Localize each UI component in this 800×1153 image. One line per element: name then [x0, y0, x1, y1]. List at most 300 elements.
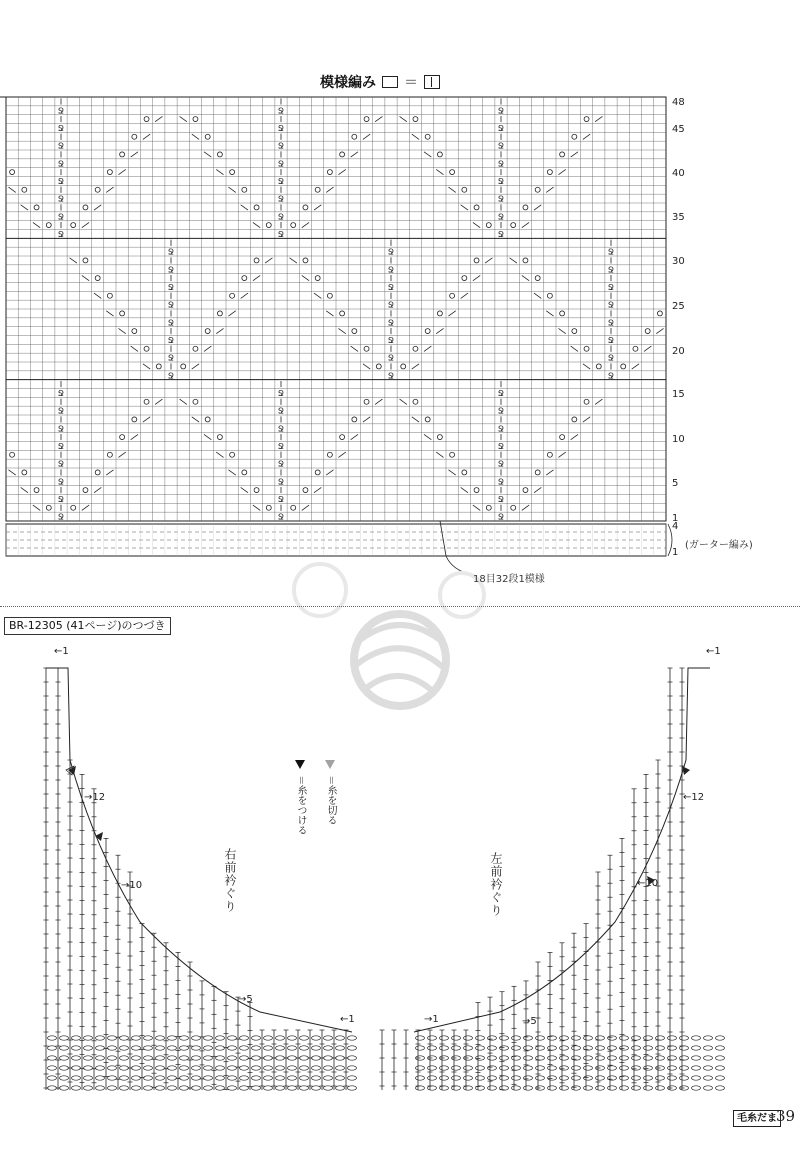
- right-front-chain-stitch: [264, 1056, 273, 1060]
- yarn-over-symbol: [144, 346, 149, 351]
- right-front-attach-marker: [95, 832, 103, 841]
- left-front-chain-stitch: [548, 1076, 557, 1080]
- left-front-chain-stitch: [668, 1056, 677, 1060]
- yarn-over-symbol: [535, 470, 540, 475]
- left-front-chain-stitch: [416, 1046, 425, 1050]
- right-front-chain-stitch: [180, 1036, 189, 1040]
- right-front-chain-stitch: [348, 1066, 357, 1070]
- right-front-chain-stitch: [288, 1046, 297, 1050]
- right-front-chain-stitch: [108, 1086, 117, 1090]
- yarn-over-symbol: [95, 276, 100, 281]
- left-front-chain-stitch: [716, 1066, 725, 1070]
- row-label-48: 48: [672, 97, 685, 108]
- legend-cut-text: ＝糸を切る: [325, 775, 336, 826]
- right-front-chain-stitch: [168, 1076, 177, 1080]
- left-front-chain-stitch: [680, 1036, 689, 1040]
- yarn-over-symbol: [511, 505, 516, 510]
- right-front-chain-stitch: [348, 1046, 357, 1050]
- decrease-symbol: [131, 152, 138, 157]
- left-front-chain-stitch: [416, 1036, 425, 1040]
- yarn-over-symbol: [352, 417, 357, 422]
- left-front-chain-stitch: [488, 1086, 497, 1090]
- yarn-over-symbol: [230, 293, 235, 298]
- yarn-over-symbol: [95, 187, 100, 192]
- decrease-symbol: [290, 258, 297, 263]
- right-front-chain-stitch: [120, 1076, 129, 1080]
- yarn-over-symbol: [71, 505, 76, 510]
- left-front-chain-stitch: [428, 1076, 437, 1080]
- decrease-symbol: [448, 187, 455, 192]
- yarn-over-symbol: [523, 258, 528, 263]
- yarn-over-symbol: [107, 452, 112, 457]
- left-front-chain-stitch: [572, 1066, 581, 1070]
- twisted-stitch-symbol: Ջ: [57, 141, 65, 151]
- left-front-chain-stitch: [560, 1076, 569, 1080]
- decrease-symbol: [253, 275, 260, 280]
- decrease-symbol: [241, 293, 248, 298]
- left-front-chain-stitch: [452, 1046, 461, 1050]
- left-front-chain-stitch: [704, 1036, 713, 1040]
- left-front-chain-stitch: [500, 1056, 509, 1060]
- left-front-chain-stitch: [416, 1086, 425, 1090]
- yarn-over-symbol: [242, 276, 247, 281]
- equals-sign: ＝: [404, 75, 418, 91]
- section-divider: [0, 606, 800, 607]
- decrease-symbol: [326, 470, 333, 475]
- decrease-symbol: [33, 222, 40, 227]
- right-front-chain-stitch: [336, 1076, 345, 1080]
- left-front-chain-stitch: [608, 1036, 617, 1040]
- right-front-chain-stitch: [324, 1076, 333, 1080]
- left-front-chain-stitch: [476, 1056, 485, 1060]
- yarn-over-symbol: [144, 399, 149, 404]
- left-front-chain-stitch: [668, 1036, 677, 1040]
- right-front-chain-stitch: [240, 1076, 249, 1080]
- yarn-over-symbol: [315, 470, 320, 475]
- twisted-stitch-symbol: Ջ: [57, 176, 65, 186]
- left-front-chain-stitch: [596, 1076, 605, 1080]
- left-front-chain-stitch: [692, 1066, 701, 1070]
- right-front-chain-stitch: [96, 1066, 105, 1070]
- right-front-chain-stitch: [84, 1056, 93, 1060]
- twisted-stitch-symbol: Ջ: [277, 176, 285, 186]
- yarn-over-symbol: [413, 399, 418, 404]
- left-front-chain-stitch: [548, 1066, 557, 1070]
- right-front-chain-stitch: [204, 1046, 213, 1050]
- left-front-chain-stitch: [464, 1076, 473, 1080]
- yarn-over-symbol: [230, 170, 235, 175]
- twisted-stitch-symbol: Ջ: [497, 194, 505, 204]
- right-front-chain-stitch: [276, 1046, 285, 1050]
- left-front-chain-stitch: [428, 1086, 437, 1090]
- right-front-chain-stitch: [228, 1046, 237, 1050]
- twisted-stitch-symbol: Ջ: [57, 512, 65, 522]
- yarn-over-symbol: [217, 152, 222, 157]
- decrease-symbol: [412, 417, 419, 422]
- left-front-chain-stitch: [524, 1076, 533, 1080]
- right-front-chain-stitch: [336, 1036, 345, 1040]
- yarn-over-symbol: [474, 488, 479, 493]
- yarn-over-symbol: [474, 258, 479, 263]
- left-front-chain-stitch: [512, 1076, 521, 1080]
- yarn-over-symbol: [425, 134, 430, 139]
- right-front-chain-stitch: [312, 1056, 321, 1060]
- right-front-chain-stitch: [336, 1046, 345, 1050]
- yarn-over-symbol: [572, 329, 577, 334]
- left-front-chain-stitch: [548, 1056, 557, 1060]
- right-front-chain-stitch: [204, 1086, 213, 1090]
- twisted-stitch-symbol: Ջ: [497, 494, 505, 504]
- right-front-chain-stitch: [60, 1086, 69, 1090]
- decrease-symbol: [534, 487, 541, 492]
- left-front-chain-stitch: [692, 1086, 701, 1090]
- left-front-chain-stitch: [692, 1076, 701, 1080]
- left-front-chain-stitch: [704, 1076, 713, 1080]
- left-front-chain-stitch: [644, 1046, 653, 1050]
- decrease-symbol: [363, 134, 370, 139]
- left-front-chain-stitch: [476, 1036, 485, 1040]
- decrease-symbol: [180, 399, 187, 404]
- twisted-stitch-symbol: Ջ: [607, 353, 615, 363]
- decrease-symbol: [363, 364, 370, 369]
- right-front-chain-stitch: [216, 1056, 225, 1060]
- yarn-over-symbol: [340, 435, 345, 440]
- right-front-chain-stitch: [120, 1086, 129, 1090]
- left-front-chain-stitch: [644, 1056, 653, 1060]
- right-front-chain-stitch: [300, 1086, 309, 1090]
- left-front-chain-stitch: [536, 1046, 545, 1050]
- yarn-over-symbol: [22, 187, 27, 192]
- yarn-over-symbol: [254, 488, 259, 493]
- left-front-chain-stitch: [476, 1076, 485, 1080]
- right-front-chain-stitch: [144, 1086, 153, 1090]
- right-front-chain-stitch: [60, 1076, 69, 1080]
- left-front-chain-stitch: [512, 1086, 521, 1090]
- twisted-stitch-symbol: Ջ: [607, 371, 615, 381]
- yarn-over-symbol: [621, 364, 626, 369]
- right-front-chain-stitch: [72, 1056, 81, 1060]
- right-front-chain-stitch: [168, 1046, 177, 1050]
- row-label-25: 25: [672, 301, 685, 312]
- twisted-stitch-symbol: Ջ: [387, 371, 395, 381]
- yarn-over-symbol: [474, 205, 479, 210]
- decrease-symbol: [412, 364, 419, 369]
- decrease-symbol: [228, 311, 235, 316]
- yarn-over-symbol: [425, 329, 430, 334]
- left-front-chain-stitch: [620, 1086, 629, 1090]
- left-front-chain-stitch: [464, 1086, 473, 1090]
- right-front-mark-10: →10: [121, 880, 143, 891]
- decrease-symbol: [94, 487, 101, 492]
- decrease-symbol: [118, 328, 125, 333]
- yarn-over-symbol: [34, 488, 39, 493]
- right-front-chain-stitch: [48, 1056, 57, 1060]
- decrease-symbol: [82, 222, 89, 227]
- right-front-chain-stitch: [228, 1036, 237, 1040]
- row-label-30: 30: [672, 256, 685, 267]
- yarn-over-symbol: [83, 488, 88, 493]
- decrease-symbol: [106, 470, 113, 475]
- right-front-chain-stitch: [252, 1076, 261, 1080]
- twisted-stitch-symbol: Ջ: [607, 265, 615, 275]
- twisted-stitch-symbol: Ջ: [277, 424, 285, 434]
- yarn-over-symbol: [437, 152, 442, 157]
- right-front-chain-stitch: [276, 1056, 285, 1060]
- decrease-symbol: [363, 417, 370, 422]
- left-front-chain-stitch: [452, 1086, 461, 1090]
- twisted-stitch-symbol: Ջ: [277, 106, 285, 116]
- twisted-stitch-symbol: Ջ: [497, 141, 505, 151]
- left-front-chain-stitch: [536, 1076, 545, 1080]
- right-front-chain-stitch: [336, 1086, 345, 1090]
- right-front-chain-stitch: [96, 1086, 105, 1090]
- left-front-chain-stitch: [440, 1066, 449, 1070]
- left-front-attach-marker: [682, 766, 690, 775]
- left-front-chain-stitch: [536, 1056, 545, 1060]
- left-front-mark-10: ←10: [637, 878, 659, 889]
- yarn-over-symbol: [560, 435, 565, 440]
- right-front-chain-stitch: [120, 1036, 129, 1040]
- left-front-chain-stitch: [572, 1086, 581, 1090]
- left-front-chain-stitch: [452, 1036, 461, 1040]
- row-label-45: 45: [672, 124, 685, 135]
- twisted-stitch-symbol: Ջ: [57, 459, 65, 469]
- left-front-chain-stitch: [680, 1076, 689, 1080]
- twisted-stitch-symbol: Ջ: [167, 282, 175, 292]
- twisted-stitch-symbol: Ջ: [497, 441, 505, 451]
- right-front-chain-stitch: [204, 1056, 213, 1060]
- left-front-mark-1-bottom: →1: [424, 1014, 439, 1025]
- right-front-chain-stitch: [72, 1066, 81, 1070]
- decrease-symbol: [595, 116, 602, 121]
- twisted-stitch-symbol: Ջ: [57, 477, 65, 487]
- left-front-chain-stitch: [464, 1066, 473, 1070]
- left-front-chain-stitch: [488, 1066, 497, 1070]
- right-front-chain-stitch: [180, 1066, 189, 1070]
- decrease-symbol: [70, 258, 77, 263]
- decrease-symbol: [302, 222, 309, 227]
- decrease-symbol: [448, 470, 455, 475]
- decrease-symbol: [82, 505, 89, 510]
- decrease-symbol: [424, 346, 431, 351]
- decrease-symbol: [522, 505, 529, 510]
- yarn-over-symbol: [364, 346, 369, 351]
- right-front-chain-stitch: [288, 1036, 297, 1040]
- decrease-symbol: [583, 417, 590, 422]
- decrease-symbol: [241, 487, 248, 492]
- right-front-chain-stitch: [216, 1036, 225, 1040]
- garter-row-label-1: 1: [672, 547, 679, 558]
- decrease-symbol: [143, 134, 150, 139]
- twisted-stitch-symbol: Ջ: [277, 494, 285, 504]
- right-front-chain-stitch: [180, 1056, 189, 1060]
- left-front-mark-1-top: ←1: [706, 646, 721, 657]
- yarn-over-symbol: [205, 417, 210, 422]
- twisted-stitch-symbol: Ջ: [497, 424, 505, 434]
- right-front-chain-stitch: [216, 1046, 225, 1050]
- right-front-chain-stitch: [84, 1086, 93, 1090]
- left-front-chain-stitch: [716, 1046, 725, 1050]
- yarn-over-symbol: [303, 488, 308, 493]
- left-front-chain-stitch: [560, 1056, 569, 1060]
- twisted-stitch-symbol: Ջ: [497, 477, 505, 487]
- right-front-chain-stitch: [192, 1046, 201, 1050]
- right-front-chain-stitch: [264, 1076, 273, 1080]
- left-front-chain-stitch: [560, 1086, 569, 1090]
- row-label-5: 5: [672, 478, 679, 489]
- twisted-stitch-symbol: Ջ: [607, 300, 615, 310]
- yarn-over-symbol: [547, 170, 552, 175]
- yarn-over-symbol: [584, 346, 589, 351]
- left-front-chain-stitch: [428, 1046, 437, 1050]
- twisted-stitch-symbol: Ջ: [387, 282, 395, 292]
- decrease-symbol: [375, 399, 382, 404]
- decrease-symbol: [400, 399, 407, 404]
- right-front-chain-stitch: [48, 1076, 57, 1080]
- yarn-over-symbol: [10, 170, 15, 175]
- yarn-over-symbol: [633, 346, 638, 351]
- garter-row-label-4: 4: [672, 521, 679, 532]
- row-label-40: 40: [672, 168, 685, 179]
- twisted-stitch-symbol: Ջ: [277, 123, 285, 133]
- right-front-chain-stitch: [156, 1086, 165, 1090]
- left-front-chain-stitch: [524, 1056, 533, 1060]
- decrease-symbol: [204, 346, 211, 351]
- right-front-chain-stitch: [120, 1066, 129, 1070]
- right-front-chain-stitch: [264, 1036, 273, 1040]
- left-front-chain-stitch: [620, 1046, 629, 1050]
- twisted-stitch-symbol: Ջ: [167, 265, 175, 275]
- right-front-mark-12: →12: [84, 792, 106, 803]
- yarn-over-symbol: [107, 170, 112, 175]
- decrease-symbol: [216, 169, 223, 174]
- twisted-stitch-symbol: Ջ: [57, 229, 65, 239]
- right-front-chain-stitch: [132, 1086, 141, 1090]
- right-front-chain-stitch: [312, 1066, 321, 1070]
- decrease-symbol: [424, 434, 431, 439]
- right-front-chain-stitch: [132, 1036, 141, 1040]
- right-front-chain-stitch: [60, 1036, 69, 1040]
- left-front-chain-stitch: [596, 1046, 605, 1050]
- left-front-chain-stitch: [692, 1056, 701, 1060]
- page-number: 39: [776, 1107, 796, 1125]
- yarn-over-symbol: [107, 293, 112, 298]
- decrease-symbol: [21, 205, 28, 210]
- chart-title: 模様編み: [320, 75, 376, 91]
- yarn-over-symbol: [560, 152, 565, 157]
- twisted-stitch-symbol: Ջ: [57, 388, 65, 398]
- twisted-stitch-symbol: Ջ: [387, 335, 395, 345]
- decrease-symbol: [473, 505, 480, 510]
- yarn-over-symbol: [144, 117, 149, 122]
- decrease-symbol: [192, 417, 199, 422]
- yarn-over-symbol: [462, 187, 467, 192]
- left-front-chain-stitch: [536, 1036, 545, 1040]
- twisted-stitch-symbol: Ջ: [167, 247, 175, 257]
- left-front-mark-5: →5: [522, 1016, 537, 1027]
- left-front-chain-stitch: [632, 1046, 641, 1050]
- decrease-symbol: [204, 434, 211, 439]
- left-front-chain-stitch: [548, 1046, 557, 1050]
- right-front-chain-stitch: [120, 1056, 129, 1060]
- left-front-chain-stitch: [632, 1076, 641, 1080]
- row-label-20: 20: [672, 346, 685, 357]
- decrease-symbol: [351, 152, 358, 157]
- twisted-stitch-symbol: Ջ: [57, 441, 65, 451]
- yarn-over-symbol: [217, 435, 222, 440]
- right-front-chain-stitch: [144, 1046, 153, 1050]
- decrease-symbol: [400, 116, 407, 121]
- decrease-symbol: [216, 452, 223, 457]
- yarn-over-symbol: [450, 293, 455, 298]
- decrease-symbol: [338, 169, 345, 174]
- right-front-chain-stitch: [48, 1066, 57, 1070]
- right-front-chain-stitch: [276, 1066, 285, 1070]
- left-front-chain-stitch: [440, 1076, 449, 1080]
- right-front-chain-stitch: [156, 1036, 165, 1040]
- yarn-over-symbol: [462, 470, 467, 475]
- left-front-chain-stitch: [632, 1086, 641, 1090]
- left-front-chain-stitch: [668, 1066, 677, 1070]
- decrease-symbol: [473, 275, 480, 280]
- decrease-symbol: [351, 346, 358, 351]
- left-front-chain-stitch: [440, 1036, 449, 1040]
- left-front-chain-stitch: [584, 1066, 593, 1070]
- right-front-chain-stitch: [156, 1076, 165, 1080]
- right-front-chain-stitch: [156, 1056, 165, 1060]
- yarn-over-symbol: [156, 364, 161, 369]
- decrease-symbol: [82, 275, 89, 280]
- yarn-over-symbol: [132, 134, 137, 139]
- decrease-symbol: [436, 452, 443, 457]
- left-front-chain-stitch: [428, 1036, 437, 1040]
- decrease-symbol: [448, 311, 455, 316]
- yarn-over-symbol: [352, 329, 357, 334]
- decrease-symbol: [558, 169, 565, 174]
- decrease-symbol: [571, 152, 578, 157]
- yarn-over-symbol: [327, 452, 332, 457]
- twisted-stitch-symbol: Ջ: [277, 459, 285, 469]
- right-front-chain-stitch: [192, 1076, 201, 1080]
- decrease-symbol: [522, 222, 529, 227]
- right-front-chain-stitch: [288, 1076, 297, 1080]
- right-front-chain-stitch: [240, 1066, 249, 1070]
- right-front-chain-stitch: [144, 1076, 153, 1080]
- yarn-over-symbol: [132, 329, 137, 334]
- left-front-chain-stitch: [596, 1086, 605, 1090]
- right-front-chain-stitch: [96, 1056, 105, 1060]
- right-front-neck-label: 右前衿ぐり: [223, 848, 237, 913]
- left-front-chain-stitch: [620, 1066, 629, 1070]
- right-front-chain-stitch: [156, 1066, 165, 1070]
- yarn-over-symbol: [364, 117, 369, 122]
- left-front-chain-stitch: [716, 1036, 725, 1040]
- twisted-stitch-symbol: Ջ: [57, 212, 65, 222]
- left-front-chain-stitch: [512, 1046, 521, 1050]
- right-front-chain-stitch: [168, 1066, 177, 1070]
- yarn-over-symbol: [242, 470, 247, 475]
- right-front-chain-stitch: [120, 1046, 129, 1050]
- yarn-over-symbol: [291, 223, 296, 228]
- decrease-symbol: [204, 152, 211, 157]
- left-front-chain-stitch: [644, 1066, 653, 1070]
- yarn-over-symbol: [83, 205, 88, 210]
- yarn-over-symbol: [95, 470, 100, 475]
- right-front-chain-stitch: [252, 1086, 261, 1090]
- yarn-over-symbol: [230, 452, 235, 457]
- yarn-over-symbol: [327, 170, 332, 175]
- right-front-chain-stitch: [276, 1086, 285, 1090]
